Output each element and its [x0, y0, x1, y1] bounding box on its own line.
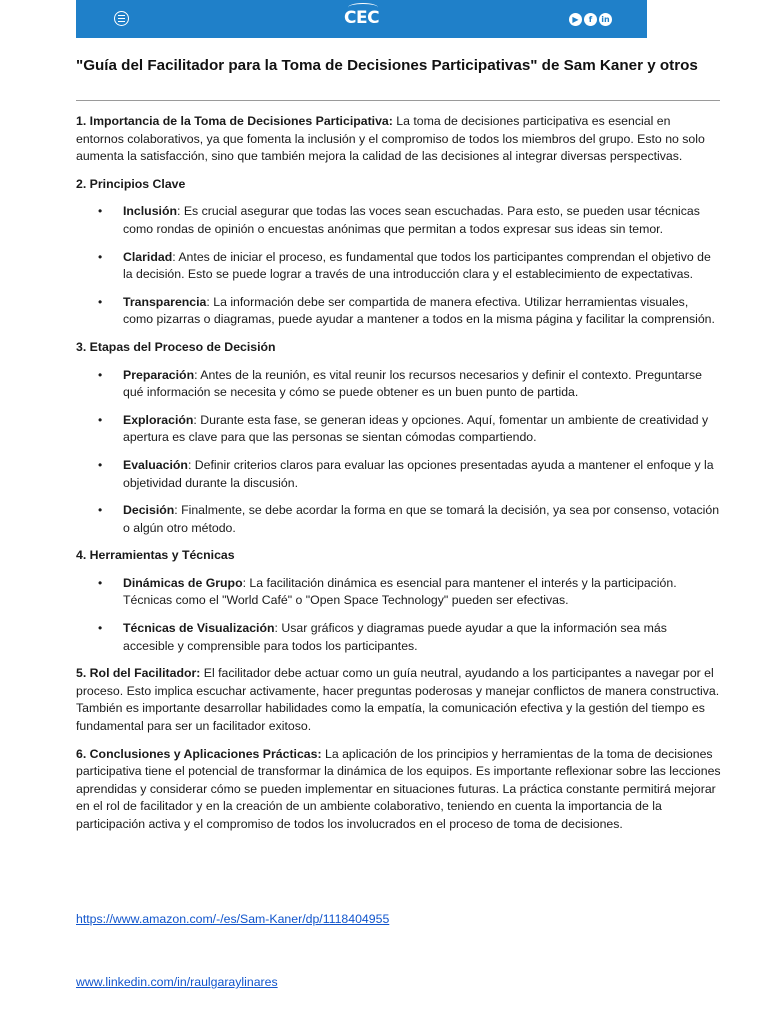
section-6-label: 6. Conclusiones y Aplicaciones Prácticas:	[76, 746, 322, 761]
section-2-heading: 2. Principios Clave	[76, 176, 186, 191]
list-item	[76, 294, 721, 329]
list-item-term: Técnicas de Visualización	[123, 621, 275, 636]
list-item-text: : Usar gráficos y diagramas puede ayudar a que la información sea más accesible y comprensible para todos los participantes.	[123, 621, 667, 653]
list-item	[76, 203, 721, 238]
list-item-term: Evaluación	[123, 457, 188, 472]
list-item-text: : Antes de la reunión, es vital reunir los recursos necesarios y definir el contexto. Preguntarse qué información se necesita y cómo se puede obtener es un buen punto de partida.	[123, 367, 702, 400]
list-item	[76, 412, 721, 447]
list-item-term: Dinámicas de Grupo	[123, 575, 243, 590]
section-3-heading: 3. Etapas del Proceso de Decisión	[76, 339, 276, 354]
section-5-label: 5. Rol del Facilitador:	[76, 666, 201, 681]
facebook-icon[interactable]: f	[584, 13, 597, 26]
linkedin-link[interactable]: www.linkedin.com/in/raulgaraylinares	[76, 975, 278, 989]
section-1	[76, 113, 721, 166]
list-item-term: Preparación	[123, 367, 195, 382]
list-item-text: : La información debe ser compartida de manera efectiva. Utilizar herramientas visuales, como pizarras o diagramas, puede ayudar a mantener a todos en la misma página y facilitar la comprensión.	[123, 294, 715, 327]
youtube-icon[interactable]: ▶	[569, 13, 582, 26]
list-item	[76, 575, 721, 610]
logo[interactable]: CEC	[344, 8, 380, 28]
list-item	[76, 457, 721, 492]
list-item-term: Decisión	[123, 503, 175, 518]
section-6	[76, 746, 721, 834]
list-item-term: Claridad	[123, 249, 173, 264]
section-1-text: La toma de decisiones participativa es esencial en entornos colaborativos, ya que fomenta la inclusión y el compromiso de todos los miembros del grupo. Esto no solo aumenta la satisfacción, sino que también mejora la calidad de las decisiones al integrar diversas perspectivas.	[76, 114, 705, 164]
article-body	[76, 113, 721, 844]
list-item-text: : Es crucial asegurar que todas las voces sean escuchadas. Para esto, se pueden usar técnicas como rondas de opinión o encuestas anónimas que permitan a todos expresar sus ideas sin temor.	[123, 204, 700, 236]
list-item	[76, 620, 721, 655]
section-5-text: El facilitador debe actuar como un guía neutral, ayudando a los participantes a navegar por el proceso. Esto implica escuchar activamente, hacer preguntas poderosas y manejar conflictos de manera constructiva. También es importante desarrollar habilidades como la empatía, la comunicación efectiva y la gestión del tiempo es fundamental para ser un facilitador exitoso.	[76, 666, 720, 734]
list-item-term: Exploración	[123, 412, 194, 427]
divider	[76, 100, 720, 101]
list-item-term: Inclusión	[123, 204, 177, 219]
list-item	[76, 249, 721, 284]
social-links	[569, 13, 612, 26]
linkedin-icon[interactable]: in	[599, 13, 612, 26]
header-bar	[76, 0, 647, 38]
section-6-text: La aplicación de los principios y herramientas de la toma de decisiones participativa tiene el potencial de transformar la dinámica de los equipos. Es importante reflexionar sobre las lecciones aprendidas y considerar cómo se pueden implementar en situaciones futuras. La práctica constante permitirá mejorar en el rol de facilitador y en la creación de un ambiente colaborativo, teniendo en cuenta la importancia de la participación activa y el compromiso de todos los involucrados en el proceso de toma de decisiones.	[76, 746, 721, 831]
list-item-text: : Definir criterios claros para evaluar las opciones presentadas ayuda a mantener el enfoque y la objetividad durante la discusión.	[123, 457, 714, 490]
section-3-list	[76, 367, 721, 538]
list-item-term: Transparencia	[123, 294, 207, 309]
section-4-heading: 4. Herramientas y Técnicas	[76, 548, 235, 563]
list-item-text: : Antes de iniciar el proceso, es fundamental que todos los participantes comprendan el objetivo de la decisión. Esto se puede lograr a través de una introducción clara y el establecimiento de expectativas.	[123, 249, 711, 282]
section-4-list	[76, 575, 721, 655]
menu-icon[interactable]	[114, 11, 129, 26]
amazon-link[interactable]: https://www.amazon.com/-/es/Sam-Kaner/dp/1118404955	[76, 912, 390, 926]
section-5	[76, 665, 721, 735]
list-item	[76, 367, 721, 402]
list-item-text: : Finalmente, se debe acordar la forma en que se tomará la decisión, ya sea por consenso, votación o algún otro método.	[123, 503, 720, 535]
list-item	[76, 502, 721, 537]
section-1-label: 1. Importancia de la Toma de Decisiones Participativa:	[76, 114, 393, 128]
page-title: "Guía del Facilitador para la Toma de Decisiones Participativas" de Sam Kaner y otros	[76, 57, 698, 74]
list-item-text: : Durante esta fase, se generan ideas y opciones. Aquí, fomentar un ambiente de creatividad y apertura es clave para que las personas se sientan cómodas compartiendo.	[123, 412, 709, 445]
list-item-text: : La facilitación dinámica es esencial para mantener el interés y la participación. Técnicas como el "World Café" o "Open Space Technology" pueden ser efectivas.	[123, 575, 677, 608]
section-2-list	[76, 203, 721, 329]
